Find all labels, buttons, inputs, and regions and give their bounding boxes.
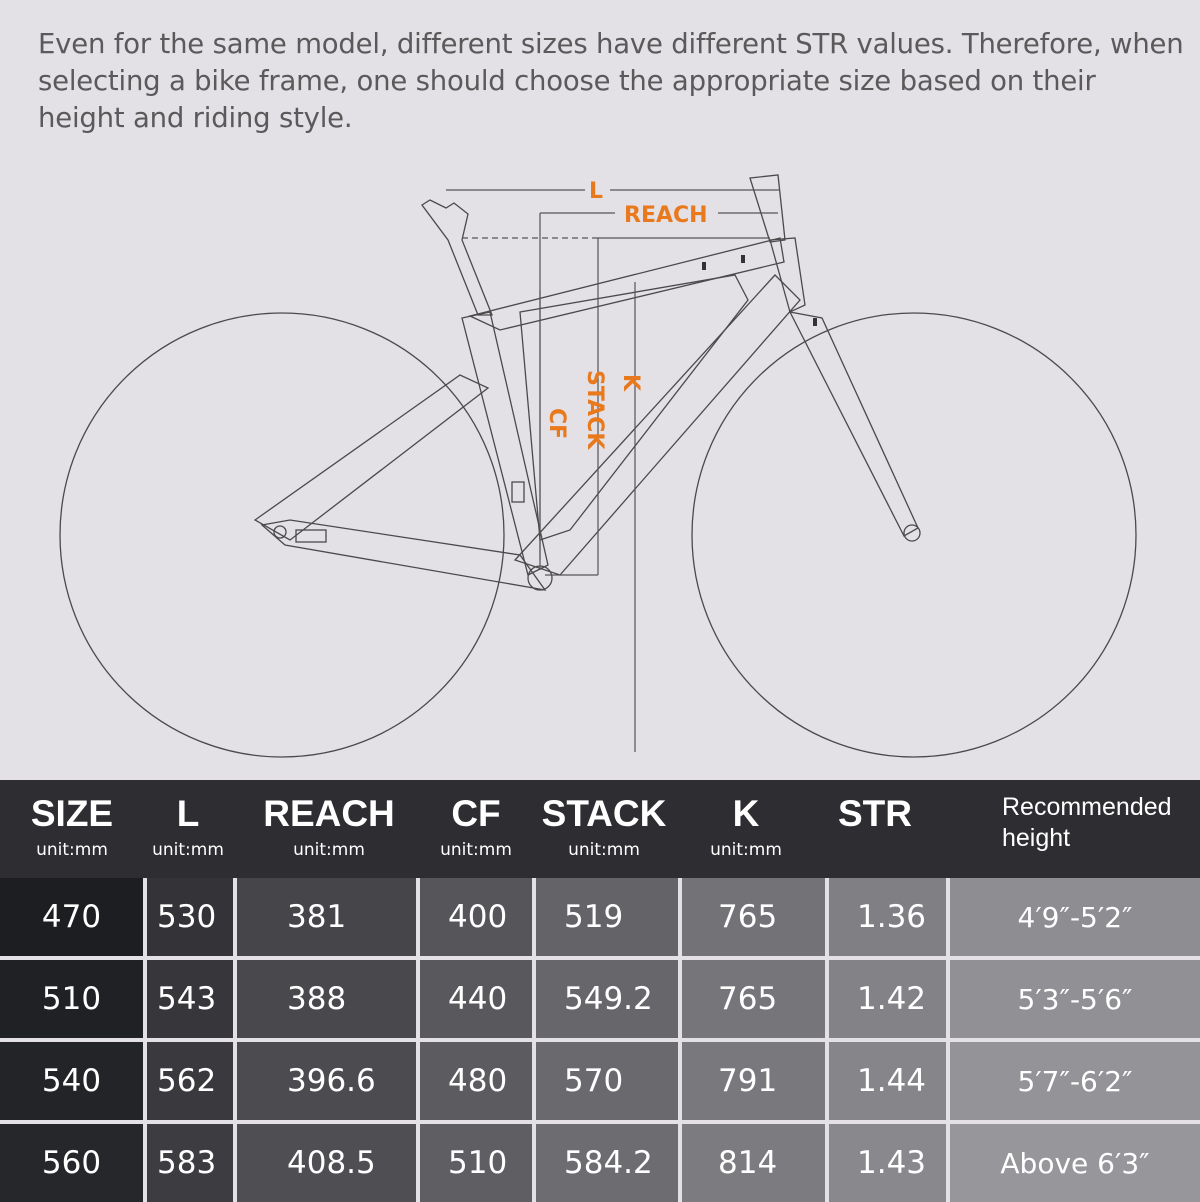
header-cf: CF unit:mm xyxy=(440,793,512,860)
header-recommended-height: Recommended height xyxy=(1002,793,1172,852)
table-cell: 480 xyxy=(420,1042,532,1120)
table-cell: 1.43 xyxy=(829,1124,946,1202)
table-cell: 765 xyxy=(682,960,825,1038)
table-cell: 570 xyxy=(536,1042,678,1120)
header-reach: REACH unit:mm xyxy=(263,793,395,860)
seat-stay xyxy=(255,375,488,540)
table-cell: 408.5 xyxy=(237,1124,416,1202)
table-cell: 1.44 xyxy=(829,1042,946,1120)
table-cell: 470 xyxy=(0,878,143,956)
table-cell: 510 xyxy=(420,1124,532,1202)
table-row xyxy=(0,878,1200,956)
intro-text: Even for the same model, different sizes have different STR values. Therefore, when selecting a bike frame, one should choose the appropriate size based on their height and riding style. xyxy=(38,28,1184,134)
reach-label: REACH xyxy=(624,203,708,228)
header-k: K unit:mm xyxy=(710,793,782,860)
seat-tube xyxy=(462,312,548,575)
table-cell: 584.2 xyxy=(536,1124,678,1202)
bottle-mount xyxy=(512,482,524,502)
k-label: K xyxy=(618,374,643,392)
table-cell: 381 xyxy=(237,878,416,956)
table-cell: 540 xyxy=(0,1042,143,1120)
front-dropout xyxy=(904,525,920,541)
table-row xyxy=(0,960,1200,1038)
table-cell: 1.36 xyxy=(829,878,946,956)
table-cell: 530 xyxy=(147,878,233,956)
table-cell: 4′9″-5′2″ xyxy=(950,878,1200,956)
bike-geometry-diagram xyxy=(0,160,1200,770)
table-cell: 543 xyxy=(147,960,233,1038)
table-cell: 560 xyxy=(0,1124,143,1202)
steerer xyxy=(750,175,785,242)
fork xyxy=(790,312,918,536)
table-cell: 440 xyxy=(420,960,532,1038)
table-cell: 519 xyxy=(536,878,678,956)
table-cell: 549.2 xyxy=(536,960,678,1038)
table-cell: 388 xyxy=(237,960,416,1038)
table-cell: 583 xyxy=(147,1124,233,1202)
table-cell: 510 xyxy=(0,960,143,1038)
header-stack: STACK unit:mm xyxy=(541,793,667,860)
table-cell: 5′3″-5′6″ xyxy=(950,960,1200,1038)
table-cell: 1.42 xyxy=(829,960,946,1038)
header-l: L unit:mm xyxy=(152,793,224,860)
cf-label: CF xyxy=(544,408,569,440)
seatpost xyxy=(422,200,492,315)
table-row xyxy=(0,1124,1200,1202)
header-str: STR xyxy=(838,793,912,834)
table-cell: 562 xyxy=(147,1042,233,1120)
header-size: SIZE unit:mm xyxy=(30,793,114,860)
table-cell: 5′7″-6′2″ xyxy=(950,1042,1200,1120)
size-chart-table xyxy=(0,780,1200,1200)
table-cell: 791 xyxy=(682,1042,825,1120)
table-header xyxy=(0,780,1200,878)
table-cell: 814 xyxy=(682,1124,825,1202)
table-cell: Above 6′3″ xyxy=(950,1124,1200,1202)
table-row xyxy=(0,1042,1200,1120)
stack-label: STACK xyxy=(582,370,607,450)
table-cell: 765 xyxy=(682,878,825,956)
table-cell: 396.6 xyxy=(237,1042,416,1120)
front-wheel xyxy=(692,313,1136,757)
table-cell: 400 xyxy=(420,878,532,956)
l-label: L xyxy=(589,179,604,204)
